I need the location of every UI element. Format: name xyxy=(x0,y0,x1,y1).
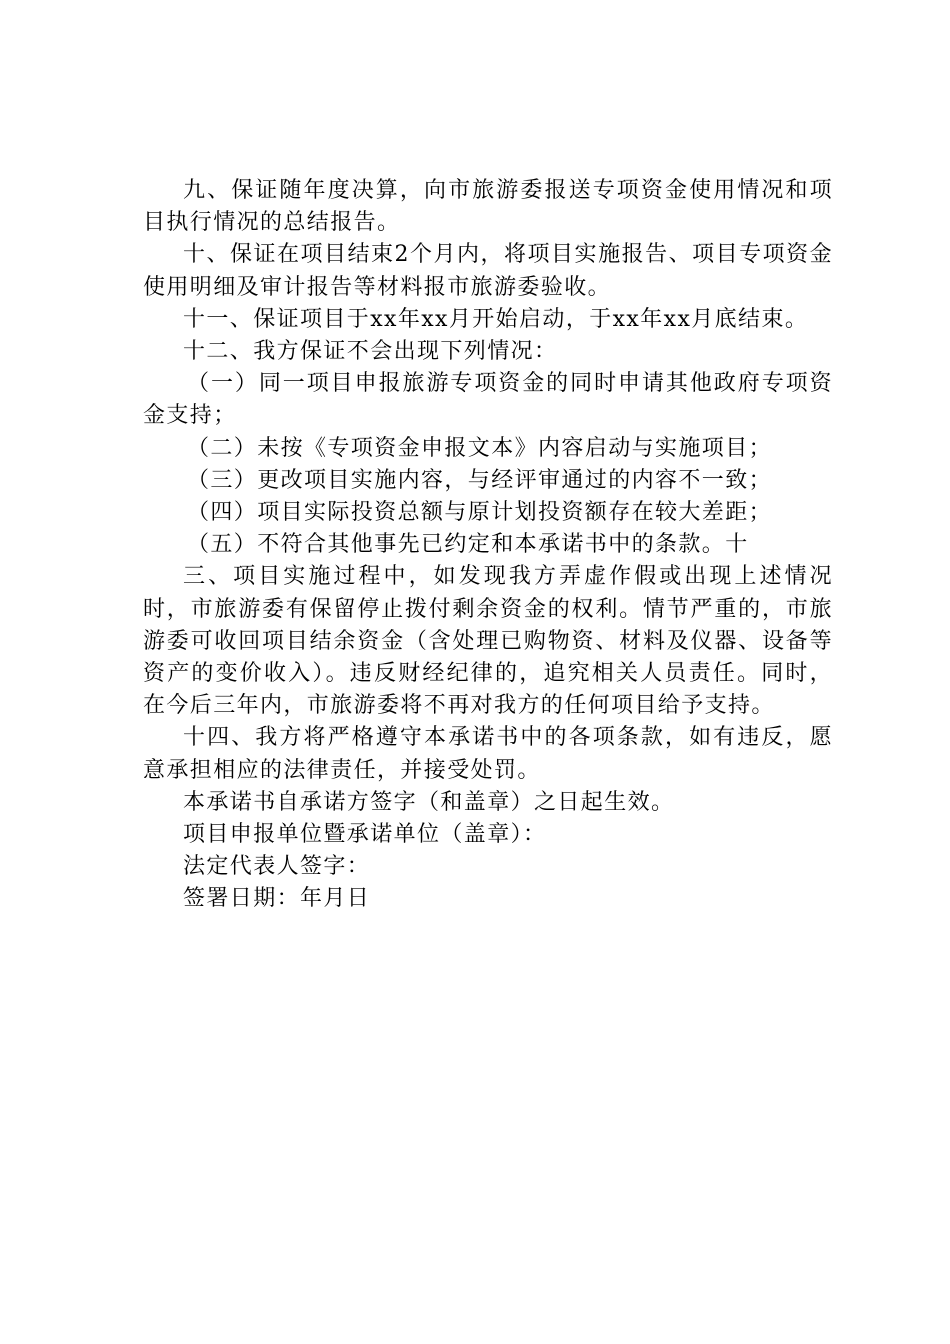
paragraph-item-13: 三、项目实施过程中，如发现我方弄虚作假或出现上述情况时，市旅游委有保留停止拨付剩余资金的权利。情节严重的，市旅游委可收回项目结余资金（含处理已购物资、材料及仪器、设备等资产的变价收入）。违反财经纪律的，追究相关人员责任。同时，在今后三年内，市旅游委将不再对我方的任何项目给予支持。 xyxy=(143,564,833,719)
paragraph-subitem-5: （五）不符合其他事先已约定和本承诺书中的条款。十 xyxy=(187,532,749,558)
applicant-seal-line: 项目申报单位暨承诺单位（盖章）： xyxy=(183,822,547,848)
paragraph-item-12: 十二、我方保证不会出现下列情况： xyxy=(183,339,558,365)
legal-representative-signature-line: 法定代表人签字： xyxy=(183,854,371,880)
paragraph-subitem-4: （四）项目实际投资总额与原计划投资额存在较大差距； xyxy=(187,500,773,526)
document-body xyxy=(143,175,833,916)
effective-statement: 本承诺书自承诺方签字（和盖章）之日起生效。 xyxy=(183,789,675,815)
paragraph-subitem-3: （三）更改项目实施内容，与经评审通过的内容不一致； xyxy=(187,467,773,493)
paragraph-subitem-2: （二）未按《专项资金申报文本》内容启动与实施项目； xyxy=(187,435,773,461)
paragraph-item-9: 九、保证随年度决算，向市旅游委报送专项资金使用情况和项目执行情况的总结报告。 xyxy=(143,178,833,236)
paragraph-item-11: 十一、保证项目于xx年xx月开始启动，于xx年xx月底结束。 xyxy=(183,306,809,332)
paragraph-subitem-1: （一）同一项目申报旅游专项资金的同时申请其他政府专项资金支持； xyxy=(143,371,833,429)
paragraph-item-10: 十、保证在项目结束2个月内，将项目实施报告、项目专项资金使用明细及审计报告等材料报市旅游委验收。 xyxy=(143,242,833,300)
signing-date-line: 签署日期：年月日 xyxy=(183,886,371,912)
paragraph-item-14: 十四、我方将严格遵守本承诺书中的各项条款，如有违反，愿意承担相应的法律责任，并接受处罚。 xyxy=(143,725,833,783)
